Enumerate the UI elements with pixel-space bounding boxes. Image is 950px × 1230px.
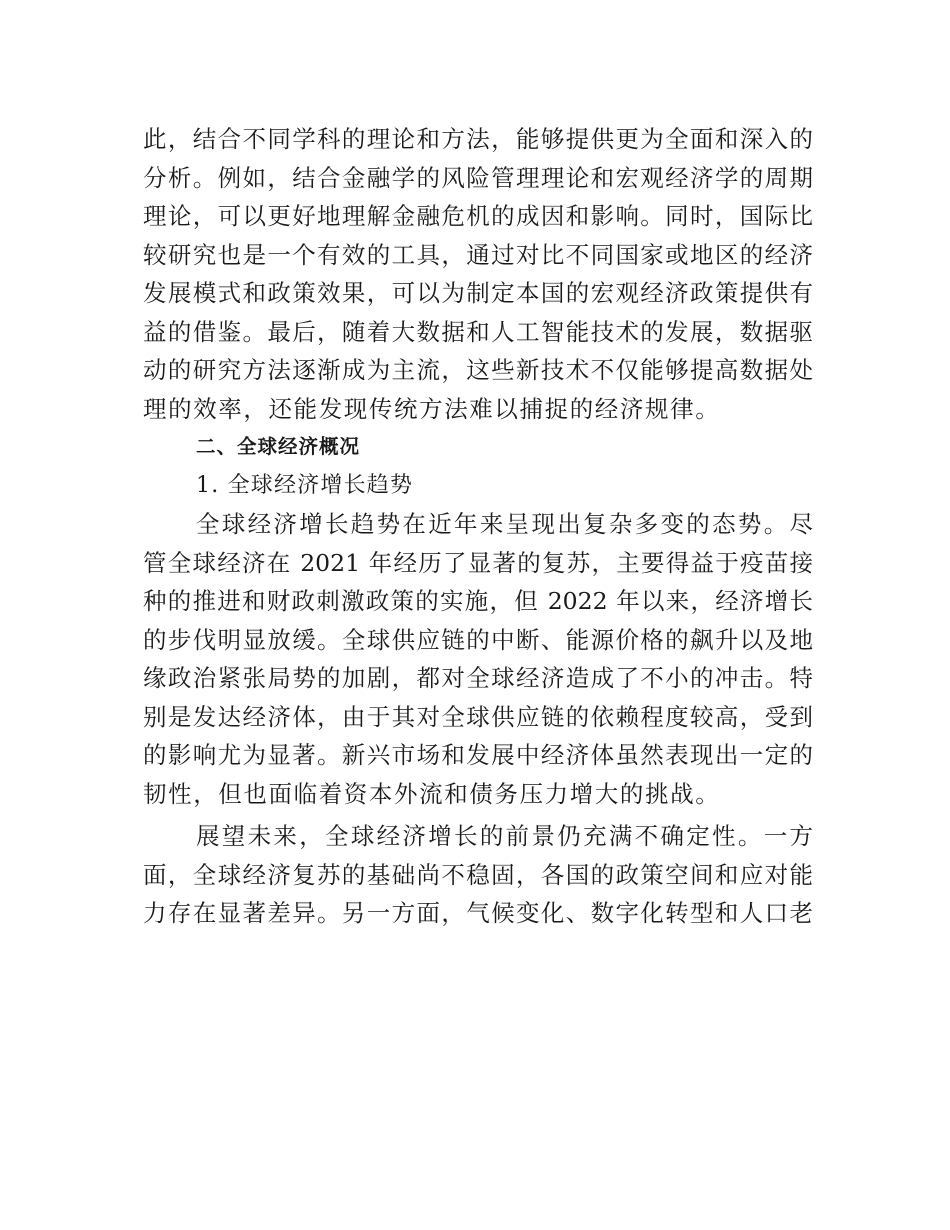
text-line: 分析。例如，结合金融学的风险管理理论和宏观经济学的周期 [143, 163, 813, 192]
text-line: 益的借鉴。最后，随着大数据和人工智能技术的发展，数据驱 [143, 317, 813, 346]
text-line: 展望未来，全球经济增长的前景仍充满不确定性。一方 [196, 822, 813, 850]
text-line: 此，结合不同学科的理论和方法，能够提供更为全面和深入的 [143, 125, 813, 153]
paragraph-methods [143, 120, 813, 428]
text-line: 别是发达经济体，由于其对全球供应链的依赖程度较高，受到 [143, 702, 813, 731]
document-body [143, 120, 813, 933]
text-line: 种的推进和财政刺激政策的实施，但 2022 年以来，经济增长 [143, 587, 813, 615]
text-line: 缘政治紧张局势的加剧，都对全球经济造成了不小的冲击。特 [143, 664, 813, 692]
subsection-heading: 1. 全球经济增长趋势 [196, 472, 414, 498]
text-line: 的影响尤为显著。新兴市场和发展中经济体虽然表现出一定的 [143, 741, 813, 769]
paragraph-outlook [143, 817, 813, 933]
text-line: 发展模式和政策效果，可以为制定本国的宏观经济政策提供有 [143, 279, 813, 307]
section-heading: 二、全球经济概况 [196, 435, 361, 458]
text-line: 理的效率，还能发现传统方法难以捕捉的经济规律。 [143, 394, 721, 423]
text-line: 管全球经济在 2021 年经历了显著的复苏，主要得益于疫苗接 [143, 548, 813, 577]
text-line: 力存在显著差异。另一方面，气候变化、数字化转型和人口老 [143, 899, 813, 927]
text-line: 动的研究方法逐渐成为主流，这些新技术不仅能够提高数据处 [143, 356, 813, 384]
text-line: 较研究也是一个有效的工具，通过对比不同国家或地区的经济 [143, 240, 813, 269]
text-line: 面，全球经济复苏的基础尚不稳固，各国的政策空间和应对能 [143, 860, 813, 889]
text-line: 韧性，但也面临着资本外流和债务压力增大的挑战。 [143, 779, 721, 808]
text-line: 理论，可以更好地理解金融危机的成因和影响。同时，国际比 [143, 202, 813, 230]
text-line: 的步伐明显放缓。全球供应链的中断、能源价格的飙升以及地 [143, 625, 813, 654]
text-line: 全球经济增长趋势在近年来呈现出复杂多变的态势。尽 [196, 510, 813, 538]
paragraph-growth-trend [143, 505, 813, 813]
